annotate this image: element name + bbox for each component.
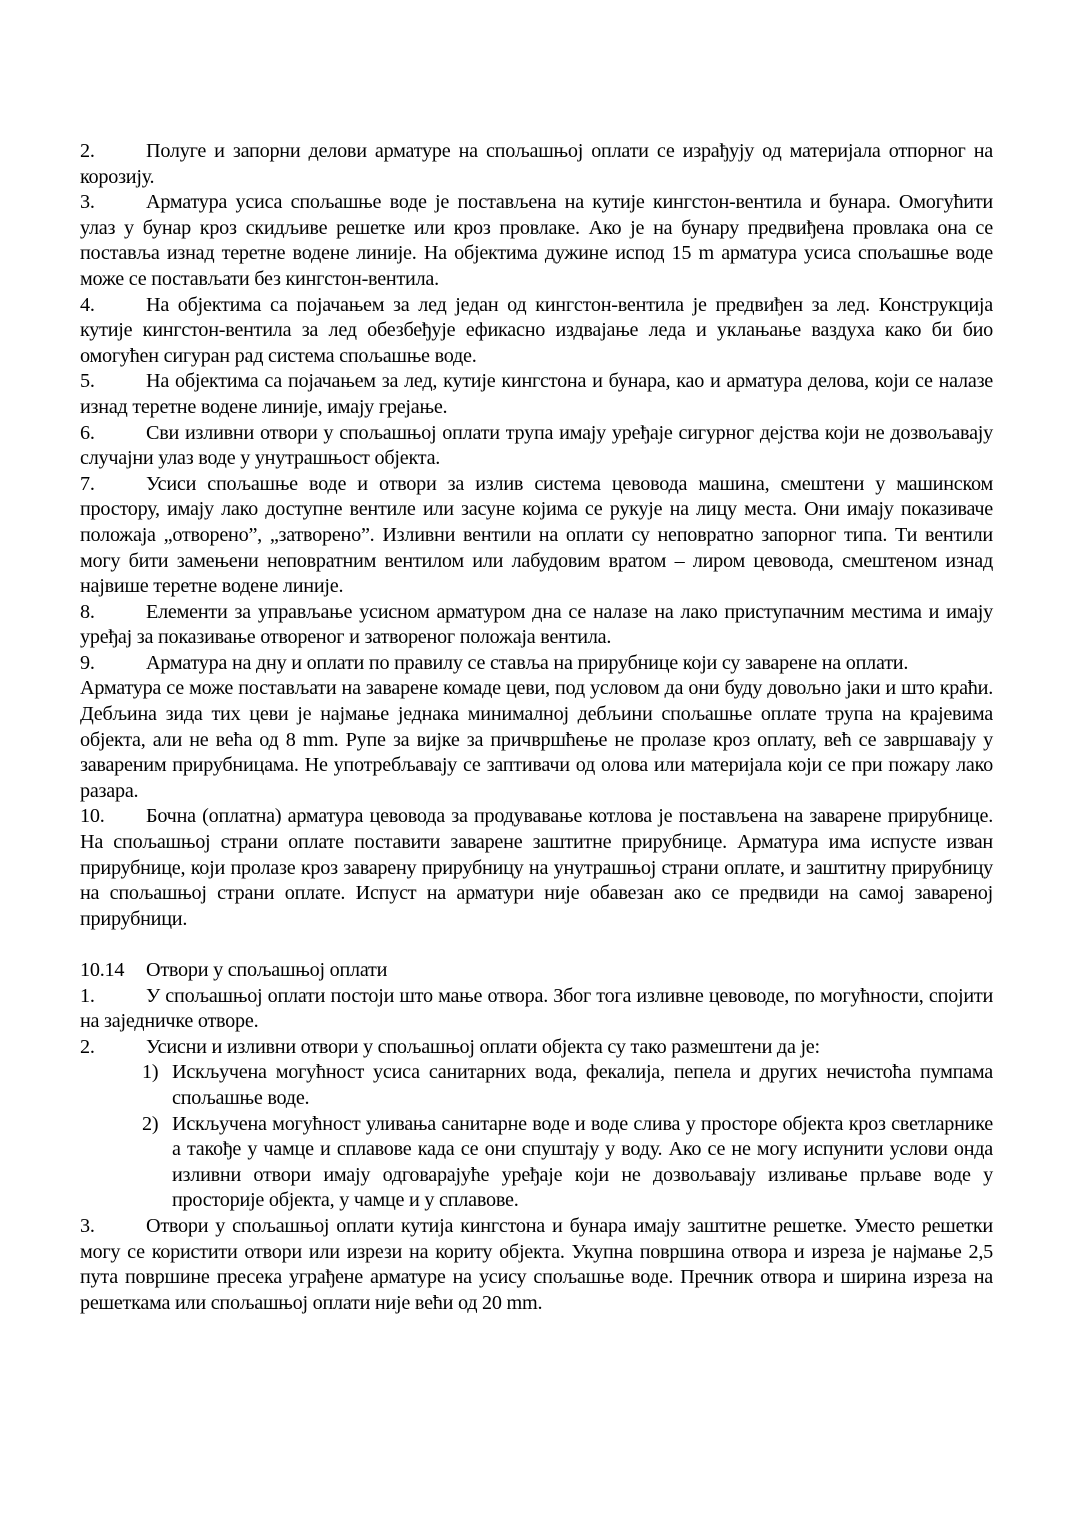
paragraph-item-9 bbox=[80, 651, 993, 677]
item-text: Усиси спољашње воде и отвори за излив система цевовода машина, смештени у машинском простору, имају лако доступне вентиле или засуне којима се рукује на лицу места. Они имају показиваче положаја „отворено”, „затворено”. Изливни вентили на оплати су неповратно запорног типа. Ти вентили могу бити замењени неповратним вентилом или лабудовим вратом – лиром цевовода, смештеном изнад највише теретне водене линије. bbox=[80, 472, 993, 598]
item-number: 3. bbox=[80, 191, 95, 214]
item-text: Арматура се може постављати на заварене комаде цеви, под условом да они буду довољно јаки и што краћи. Дебљина зида тих цеви је најмање једнака минималној дебљини спољашње оплате трупа на крајевима објекта, али не већа од 8 mm. Рупе за вијке за причвршћење не пролазе кроз оплату, већ се завршавају у завареним прирубницама. Не употребљавају се заптивачи од олова или материјала који се при пожару лако разара. bbox=[80, 677, 993, 802]
item-text: Арматура усиса спољашње воде је постављена на кутије кингстон-вентила и бунара. Омогућити улаз у бунар кроз скидљиве решетке или кроз провлаке. Ако је на бунару предвиђена провлака она се поставља изнад теретне водене линије. На објектима дужине испод 15 m арматура усиса спољашње воде може се постављати без кингстон-вентила. bbox=[80, 191, 993, 290]
section-item-3 bbox=[80, 1214, 993, 1316]
sub-list-item bbox=[80, 1112, 993, 1214]
item-number: 4. bbox=[80, 293, 95, 316]
paragraph-item-6 bbox=[80, 421, 993, 472]
paragraph-item-4 bbox=[80, 293, 993, 370]
item-text: На објектима са појачањем за лед један од кингстон-вентила је предвиђен за лед. Конструкција кутије кингстон-вентила за лед обезбеђује ефикасно издвајање леда и уклањање ваздуха како би био омогућен сигуран рад система спољашње воде. bbox=[80, 293, 993, 367]
item-text: Сви изливни отвори у спољашњој оплати трупа имају уређаје сигурног дејства који не дозвољавају случајни улаз воде у унутрашњост објекта. bbox=[80, 421, 993, 470]
section-item-2 bbox=[80, 1035, 993, 1061]
sub-item-text: Искључена могућност уливања санитарне воде и воде слива у просторе објекта кроз светларнике а такође у чамце и сплавове када се они спуштају у воду. Ако се не могу испунити услови онда изливни отвори имају одговарајуће уређаје који не дозвољавају изливање прљаве воде у просторије објекта, у чамце и у сплавове. bbox=[172, 1112, 993, 1212]
paragraph-item-7 bbox=[80, 472, 993, 600]
item-text: У спољашњој оплати постоји што мање отвора. Због тога изливне цевоводе, по могућности, спојити на заједничке отворе. bbox=[80, 984, 993, 1033]
item-number: 6. bbox=[80, 421, 95, 444]
paragraph-item-8 bbox=[80, 600, 993, 651]
item-number: 8. bbox=[80, 600, 95, 623]
item-number: 7. bbox=[80, 472, 95, 495]
paragraph-continuation bbox=[80, 676, 993, 804]
paragraph-item-5 bbox=[80, 369, 993, 420]
item-number: 10. bbox=[80, 805, 105, 828]
paragraph-item-10 bbox=[80, 804, 993, 932]
item-number: 2. bbox=[80, 1035, 95, 1058]
item-number: 5. bbox=[80, 370, 95, 393]
item-number: 2. bbox=[80, 140, 95, 162]
item-number: 1. bbox=[80, 984, 95, 1007]
section-title: Отвори у спољашњој оплати bbox=[146, 959, 388, 981]
section-heading bbox=[80, 958, 993, 984]
document-page bbox=[80, 139, 993, 1316]
sub-item-number: 2) bbox=[142, 1112, 159, 1135]
item-text: Елементи за управљање усисном арматуром дна се налазе на лако приступачним местима и имају уређај за показивање отвореног и затвореног положаја вентила. bbox=[80, 600, 993, 649]
sub-list bbox=[80, 1060, 993, 1214]
item-number: 9. bbox=[80, 651, 95, 674]
paragraph-item-2 bbox=[80, 139, 993, 190]
item-number: 3. bbox=[80, 1214, 95, 1237]
section-item-1 bbox=[80, 984, 993, 1035]
paragraph-item-3 bbox=[80, 190, 993, 292]
item-text: Арматура на дну и оплати по правилу се ставља на прирубнице који су заварене на оплати. bbox=[146, 651, 909, 674]
sub-item-number: 1) bbox=[142, 1061, 159, 1084]
item-text: Усисни и изливни отвори у спољашњој оплати објекта су тако размештени да је: bbox=[146, 1035, 820, 1058]
item-text: Бочна (оплатна) арматура цевовода за продувавање котлова је постављена на заварене прирубнице. На спољашњој страни оплате поставити заварене заштитне прирубнице. Арматура има испусте изван прирубнице, који пролазе кроз заварену прирубницу на унутрашњој страни оплате, и заштитну прирубницу на спољашњој страни оплате. Испуст на арматури није обавезан ако се предвиди на самој завареној прирубници. bbox=[80, 805, 993, 930]
item-text: Полуге и запорни делови арматуре на спољашњој оплати се израђују од материјала отпорног на корозију. bbox=[80, 140, 993, 188]
sub-list-item bbox=[80, 1060, 993, 1111]
section-number: 10.14 bbox=[80, 959, 125, 981]
item-text: На објектима са појачањем за лед, кутије кингстона и бунара, као и арматура делова, који се налазе изнад теретне водене линије, имају грејање. bbox=[80, 370, 993, 418]
sub-item-text: Искључена могућност усиса санитарних вода, фекалија, пепела и других нечистоћа пумпама спољашње воде. bbox=[172, 1061, 993, 1109]
item-text: Отвори у спољашњој оплати кутија кингстона и бунара имају заштитне решетке. Уместо решетки могу се користити отвори или изрези на кориту објекта. Укупна површина отвора и изреза је најмање 2,5 пута површине пресека уграђене арматуре на усису спољашње воде. Пречник отвора и ширина изреза на решеткама или спољашњој оплати није већи од 20 mm. bbox=[80, 1214, 993, 1314]
